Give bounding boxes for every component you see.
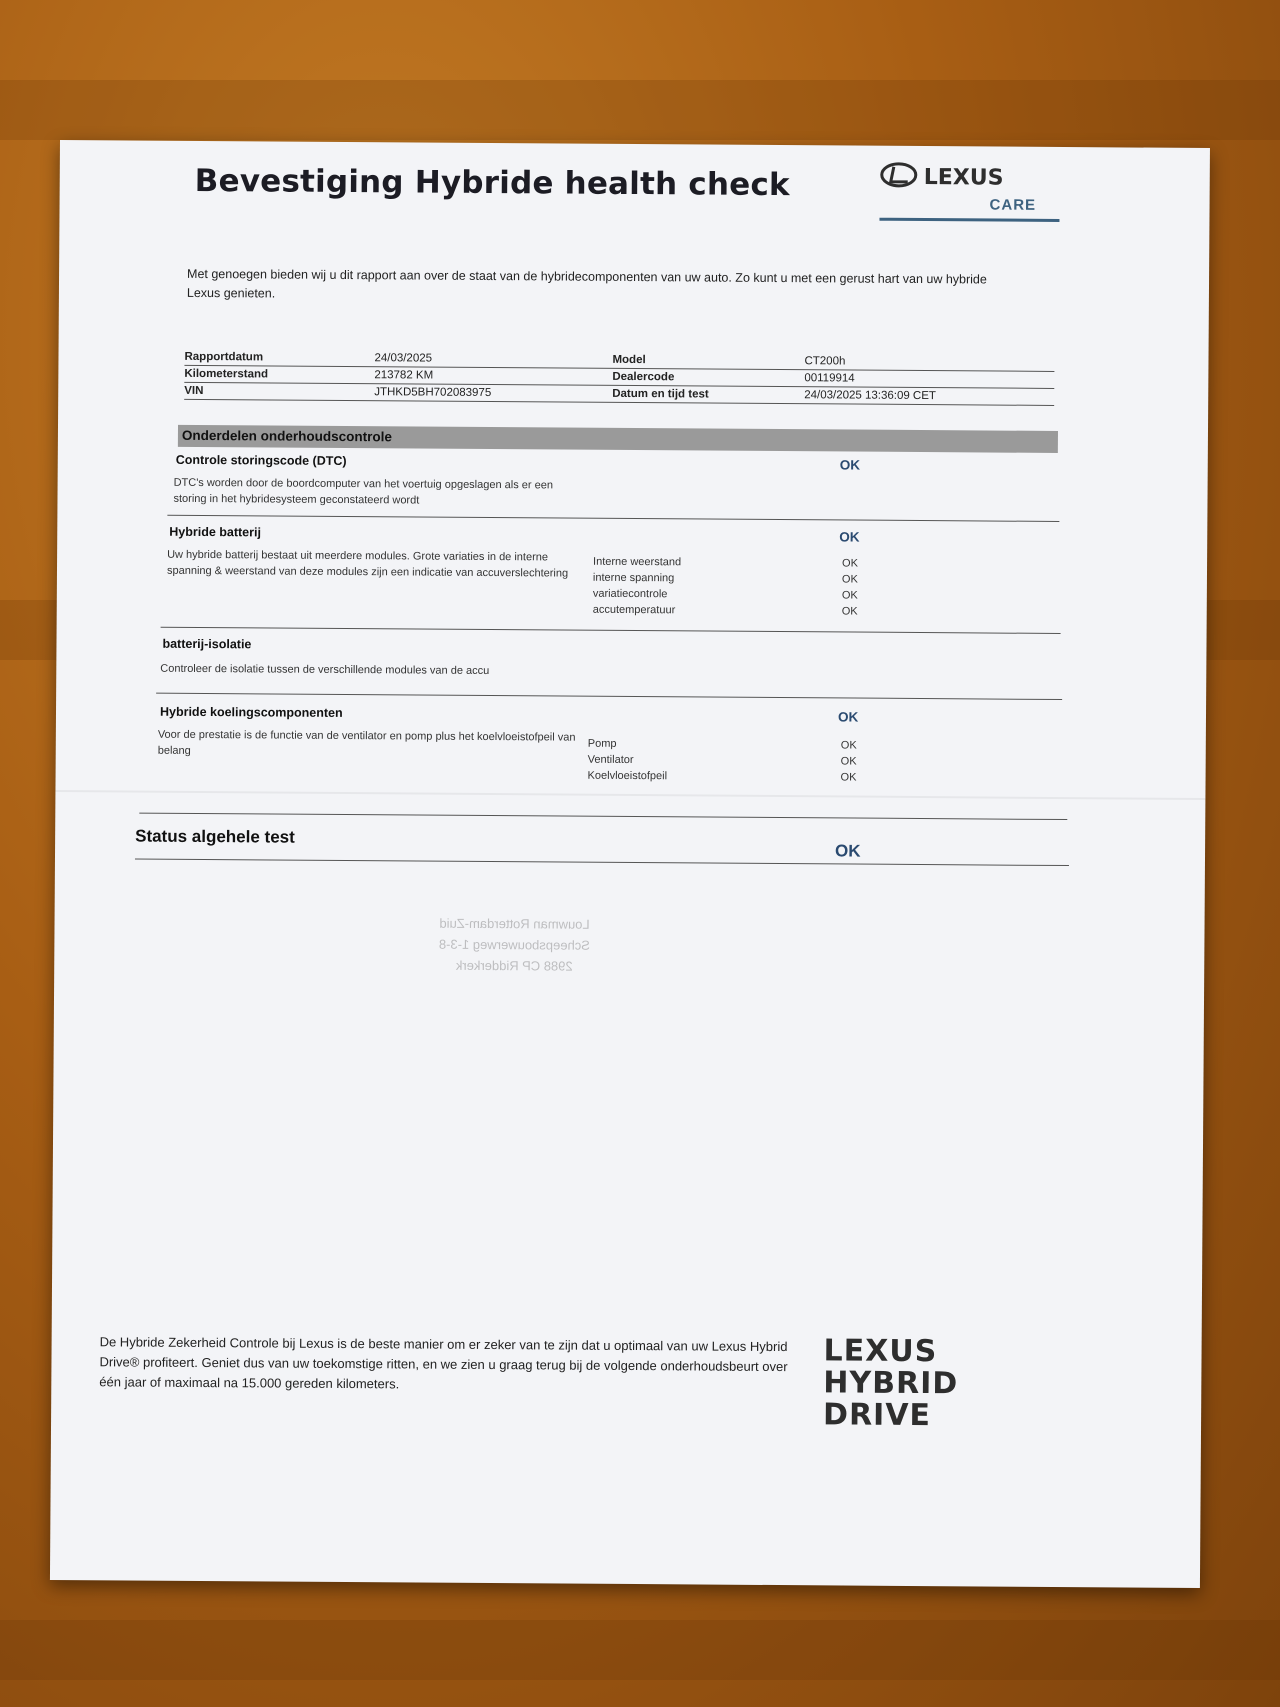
overall-status-title: Status algehele test bbox=[135, 826, 295, 847]
meta-label: Dealercode bbox=[612, 370, 675, 384]
logo-line: DRIVE bbox=[822, 1397, 932, 1434]
meta-value: 24/03/2025 bbox=[374, 352, 433, 365]
sub-check-label: accutemperatuur bbox=[592, 603, 676, 617]
meta-value: 24/03/2025 13:36:09 CET bbox=[804, 389, 936, 403]
wood-grain bbox=[0, 80, 1280, 140]
meta-value: JTHKD5BH702083975 bbox=[374, 386, 492, 400]
sub-check-label: Koelvloeistofpeil bbox=[587, 769, 668, 783]
page-title: Bevestiging Hybride health check bbox=[194, 162, 790, 204]
section-header: Onderdelen onderhoudscontrole bbox=[178, 425, 1058, 453]
dealer-stamp bbox=[394, 912, 635, 1004]
sub-check-label: Ventilator bbox=[587, 753, 634, 767]
sub-check-label: interne spanning bbox=[592, 571, 675, 585]
stamp-line: Scheepsbouwerweg 1-3-8 bbox=[438, 936, 590, 953]
sub-check-label: variatiecontrole bbox=[592, 587, 668, 601]
care-underline bbox=[879, 218, 1059, 222]
item-title: Hybride koelingscomponenten bbox=[159, 704, 343, 720]
stamp-line: 2988 CP Ridderkerk bbox=[455, 957, 573, 974]
status-badge: OK bbox=[839, 529, 860, 545]
care-label: CARE bbox=[989, 196, 1037, 214]
meta-label: Model bbox=[612, 353, 646, 367]
divider bbox=[139, 813, 1067, 820]
divider bbox=[156, 693, 1062, 700]
sub-check-status: OK bbox=[842, 557, 859, 570]
meta-value: 00119914 bbox=[804, 372, 855, 385]
report-sheet bbox=[50, 140, 1210, 1588]
meta-value: CT200h bbox=[804, 355, 846, 368]
overall-status-badge: OK bbox=[834, 841, 861, 861]
sub-check-status: OK bbox=[840, 739, 857, 752]
lexus-logo-icon bbox=[880, 160, 1060, 195]
intro-text: Met genoegen bieden wij u dit rapport aan over de staat van de hybridecomponenten van uw auto. Zo kunt u met een gerust hart van uw hybride Lexus genieten. bbox=[186, 266, 987, 301]
item-title: batterij-isolatie bbox=[162, 636, 252, 652]
item-description: Controleer de isolatie tussen de verschillende modules van de accu bbox=[160, 662, 490, 678]
meta-label: VIN bbox=[184, 384, 204, 398]
check-item bbox=[57, 524, 1207, 618]
logo-line: LEXUS bbox=[823, 1333, 938, 1370]
sub-check-label: Pomp bbox=[587, 737, 617, 750]
sub-check-status: OK bbox=[840, 755, 857, 768]
item-description: Uw hybride batterij bestaat uit meerdere modules. Grote variaties in de interne spanning & weerstand van deze modules zijn een indicatie van accuverslechtering bbox=[166, 548, 569, 580]
paper-fold bbox=[55, 790, 1205, 800]
check-item bbox=[56, 704, 1206, 784]
sub-check-status: OK bbox=[841, 573, 858, 586]
meta-label: Datum en tijd test bbox=[612, 387, 709, 401]
sub-check-status: OK bbox=[841, 589, 858, 602]
status-badge: OK bbox=[837, 709, 859, 725]
item-title: Controle storingscode (DTC) bbox=[175, 452, 347, 469]
sub-check-status: OK bbox=[841, 605, 858, 618]
meta-value: 213782 KM bbox=[374, 369, 434, 382]
lexus-hybrid-drive-logo bbox=[823, 1335, 959, 1432]
footer-text: De Hybride Zekerheid Controle bij Lexus is de beste manier om er zeker van te zijn dat u optimaal van uw Lexus Hybrid Drive® profiteert. Geniet dus van uw toekomstige ritten, en we zien u graag terug bij de volgende onderhoudsbeurt over één jaar of maximaal na 15.000 gereden kilometers. bbox=[99, 1334, 788, 1392]
lexus-logo-text: LEXUS bbox=[923, 165, 1004, 191]
item-description: DTC's worden door de boordcomputer van het voertuig opgeslagen als er een storing in het hybridesysteem geconstateerd wordt bbox=[173, 476, 554, 507]
item-description: Voor de prestatie is de functie van de ventilator en pomp plus het koelvloeistofpeil van belang bbox=[157, 728, 576, 757]
wood-grain bbox=[0, 1620, 1280, 1680]
meta-label: Kilometerstand bbox=[184, 367, 269, 381]
sub-check-label: Interne weerstand bbox=[593, 555, 682, 569]
item-title: Hybride batterij bbox=[169, 524, 262, 540]
divider bbox=[167, 515, 1059, 522]
meta-label: Rapportdatum bbox=[184, 350, 264, 364]
sub-check-status: OK bbox=[840, 771, 857, 784]
check-item bbox=[57, 636, 1207, 678]
stamp-line: Louwman Rotterdam-Zuid bbox=[439, 915, 590, 932]
logo-line: HYBRID bbox=[823, 1365, 959, 1402]
divider bbox=[135, 859, 1069, 867]
check-item bbox=[58, 452, 1208, 507]
meta-table bbox=[184, 349, 1054, 406]
divider bbox=[161, 627, 1061, 634]
status-badge: OK bbox=[839, 457, 861, 473]
